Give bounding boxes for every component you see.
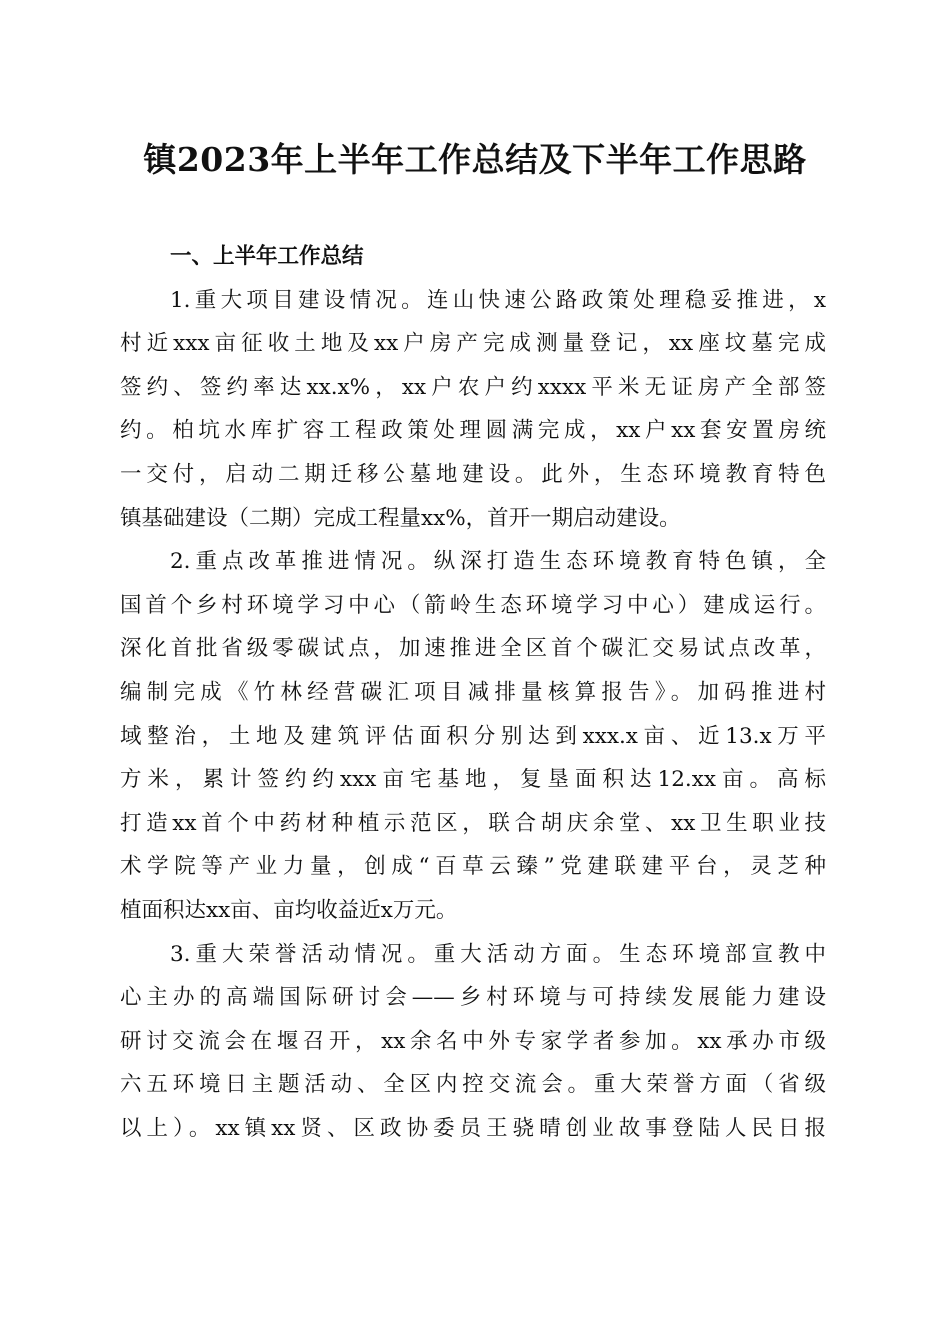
document-body: [120, 235, 826, 1150]
paragraphs: [120, 279, 826, 1151]
paragraph-line: 3.重大荣誉活动情况。重大活动方面。生态环境部宣教中: [170, 941, 826, 967]
paragraph-line: 以上）。xx镇xx贤、区政协委员王骁晴创业故事登陆人民日报: [120, 1115, 826, 1141]
paragraph: [120, 540, 826, 932]
paragraph: [120, 933, 826, 1151]
paragraph-line: 签约、签约率达xx.x%，xx户农户约xxxx平米无证房产全部签: [120, 374, 826, 400]
paragraph-line: 村近xxx亩征收土地及xx户房产完成测量登记，xx座坟墓完成: [120, 331, 826, 357]
paragraph-line: 打造xx首个中药材种植示范区，联合胡庆余堂、xx卫生职业技: [120, 810, 826, 836]
paragraph-line: 镇基础建设（二期）完成工程量xx%，首开一期启动建设。: [120, 505, 681, 531]
paragraph: [120, 279, 826, 541]
paragraph-line: 域整治，土地及建筑评估面积分别达到xxx.x亩、近13.x万平: [120, 723, 826, 749]
paragraph-line: 1.重大项目建设情况。连山快速公路政策处理稳妥推进，x: [170, 287, 826, 313]
paragraph-line: 一交付，启动二期迁移公墓地建设。此外，生态环境教育特色: [120, 461, 826, 487]
paragraph-line: 术学院等产业力量，创成“百草云臻”党建联建平台，灵芝种: [120, 854, 826, 880]
section-heading: 一、上半年工作总结: [170, 244, 364, 269]
paragraph-line: 编制完成《竹林经营碳汇项目减排量核算报告》。加码推进村: [120, 679, 826, 705]
paragraph-line: 深化首批省级零碳试点，加速推进全区首个碳汇交易试点改革，: [120, 636, 826, 662]
paragraph-line: 六五环境日主题活动、全区内控交流会。重大荣誉方面（省级: [120, 1072, 826, 1098]
paragraph-line: 2.重点改革推进情况。纵深打造生态环境教育特色镇，全: [170, 549, 826, 575]
paragraph-line: 心主办的高端国际研讨会——乡村环境与可持续发展能力建设: [120, 985, 826, 1011]
paragraph-line: 研讨交流会在堰召开，xx余名中外专家学者参加。xx承办市级: [120, 1028, 826, 1054]
paragraph-line: 国首个乡村环境学习中心（箭岭生态环境学习中心）建成运行。: [120, 592, 826, 618]
paragraph-line: 方米，累计签约约xxx亩宅基地，复垦面积达12.xx亩。高标: [120, 767, 826, 793]
document-title: 镇2023年上半年工作总结及下半年工作思路: [143, 140, 807, 179]
paragraph-line: 约。柏坑水库扩容工程政策处理圆满完成，xx户xx套安置房统: [120, 418, 826, 444]
paragraph-line: 植面积达xx亩、亩均收益近x万元。: [120, 897, 458, 923]
